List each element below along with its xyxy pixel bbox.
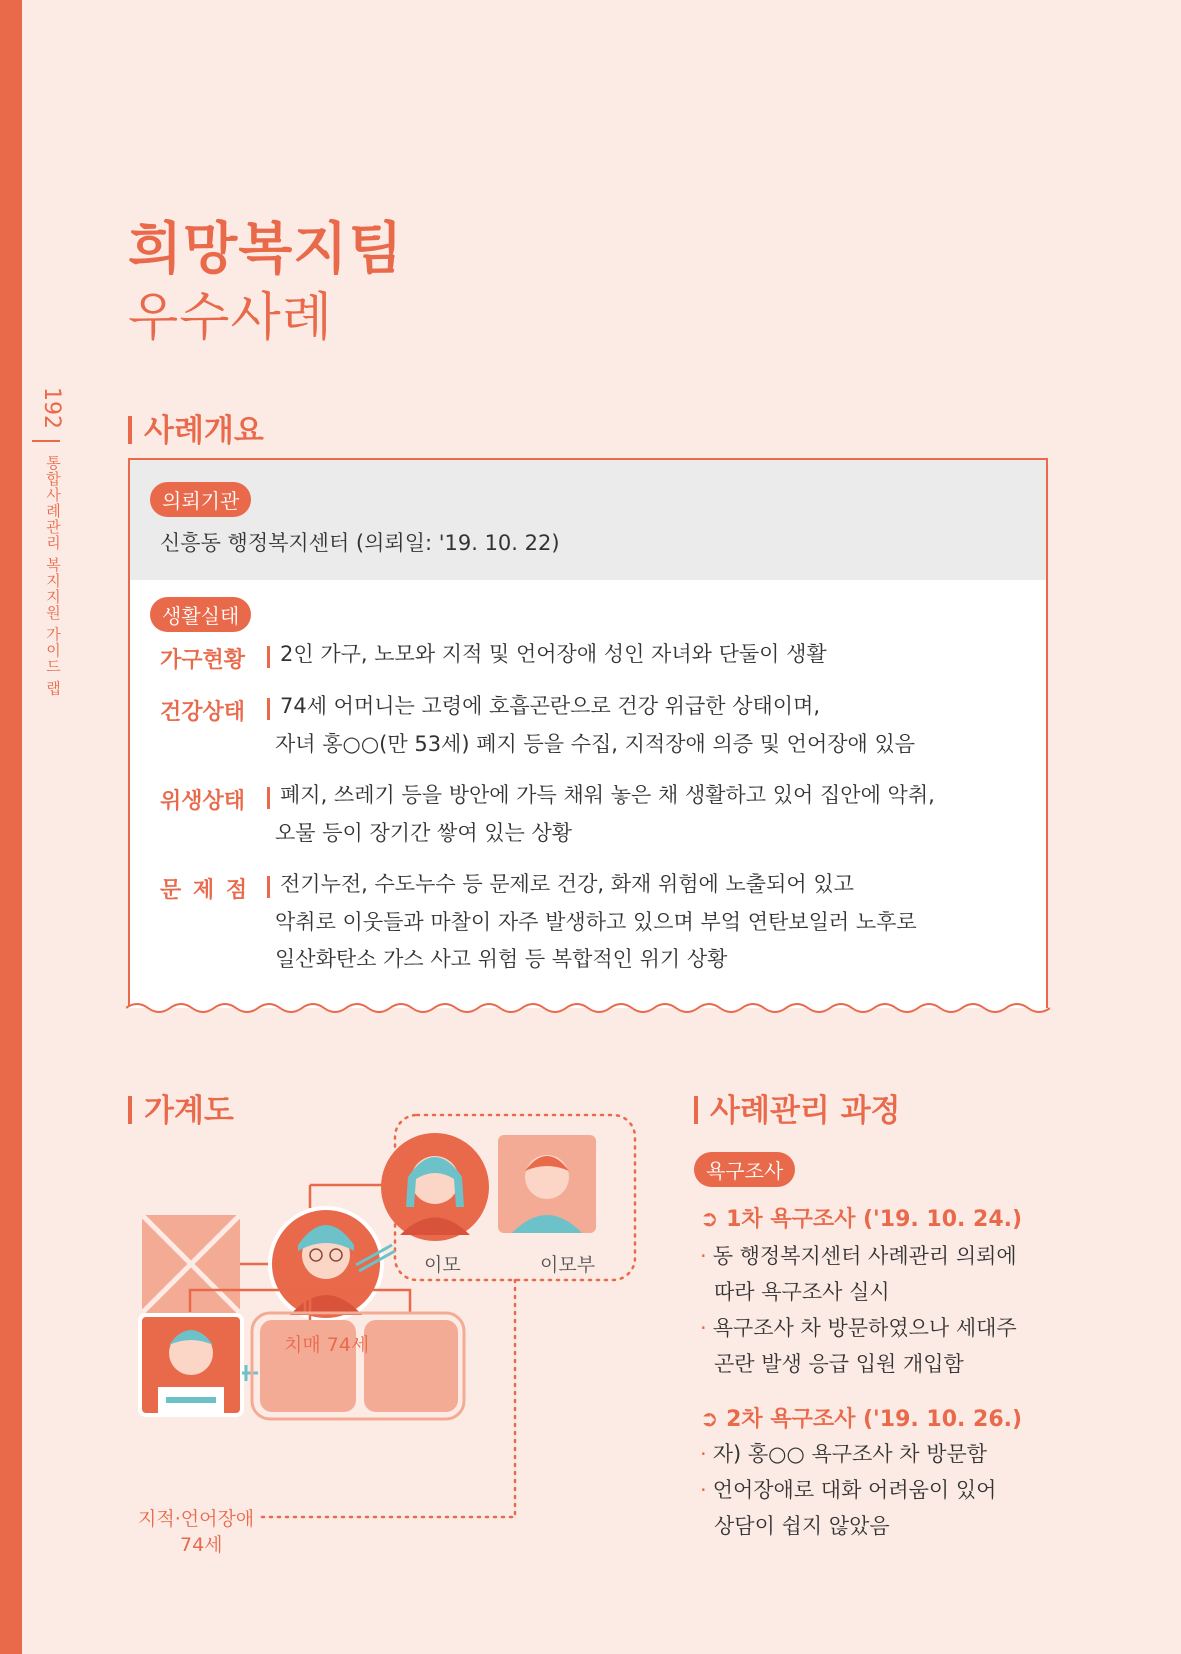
row-text-hygiene-2: 오물 등이 장기간 쌓여 있는 상황 — [275, 821, 573, 845]
sidebar-accent-bar — [0, 0, 22, 1654]
step-arrow-icon: ➲ — [700, 1207, 719, 1232]
genogram-heading: 가계도 — [128, 1085, 234, 1130]
row-text-health-1: 74세 어머니는 고령에 호흡곤란으로 건강 위급한 상태이며, — [280, 694, 821, 718]
step-2-bullet-1: · 자) 홍○○ 욕구조사 차 방문함 — [700, 1442, 988, 1466]
uncle-avatar-icon — [498, 1135, 596, 1233]
process-tag: 욕구조사 — [694, 1152, 795, 1187]
row-divider — [267, 698, 270, 720]
page-subtitle: 우수사례 — [128, 288, 333, 348]
step-1-title: 1차 욕구조사 ('19. 10. 24.) — [726, 1207, 1023, 1232]
step-2-bullet-2-cont: 상담이 쉽지 않았음 — [714, 1514, 890, 1538]
box-wavy-edge — [126, 998, 1050, 1020]
step-1-bullet-2-cont: 곤란 발생 응급 입원 개입함 — [714, 1352, 964, 1376]
row-label-health: 건강상태 — [160, 700, 246, 725]
row-text-household-1: 2인 가구, 노모와 지적 및 언어장애 성인 자녀와 단둘이 생활 — [280, 642, 827, 666]
guide-title: 통합사례관리 복지지원 가이드 랩 — [44, 455, 62, 697]
row-label-household: 가구현황 — [160, 648, 246, 673]
process-heading: 사례관리 과정 — [694, 1085, 900, 1130]
row-text-hygiene-1: 폐지, 쓰레기 등을 방안에 가득 채워 놓은 채 생활하고 있어 집안에 악취, — [280, 783, 935, 807]
requester-tag: 의뢰기관 — [150, 482, 251, 517]
step-1-heading — [700, 1202, 1022, 1233]
son-label-condition: 지적·언어장애 — [138, 1508, 255, 1530]
step-2-bullet-2: · 언어장애로 대화 어려움이 있어 — [700, 1478, 997, 1502]
overview-heading: 사례개요 — [128, 405, 264, 450]
page-number: 192 — [39, 387, 64, 429]
row-text-health-2: 자녀 홍○○(만 53세) 폐지 등을 수집, 지적장애 의증 및 언어장애 있음 — [275, 732, 916, 756]
requester-panel — [130, 460, 1046, 580]
genogram-diagram — [130, 1105, 650, 1565]
step-1-bullet-1-cont: 따라 욕구조사 실시 — [714, 1280, 890, 1304]
row-divider — [267, 787, 270, 809]
mother-avatar-icon — [270, 1208, 382, 1320]
uncle-label: 이모부 — [540, 1254, 596, 1276]
step-1-bullet-2: · 욕구조사 차 방문하였으나 세대주 — [700, 1316, 1017, 1340]
step-arrow-icon: ➲ — [700, 1407, 719, 1432]
row-text-problems-1: 전기누전, 수도누수 등 문제로 건강, 화재 위험에 노출되어 있고 — [280, 872, 854, 896]
row-label-problems: 문 제 점 — [160, 878, 250, 903]
sibling-placeholder — [364, 1320, 458, 1412]
row-label-hygiene: 위생상태 — [160, 789, 246, 814]
step-1-bullet-1: · 동 행정복지센터 사례관리 의뢰에 — [700, 1244, 1017, 1268]
son-label-age: 74세 — [180, 1534, 223, 1556]
row-divider — [267, 646, 270, 668]
row-divider — [267, 876, 270, 898]
page-number-divider — [32, 440, 60, 442]
aunt-label: 이모 — [424, 1254, 461, 1276]
aunt-avatar-icon — [381, 1133, 489, 1241]
requester-text: 신흥동 행정복지센터 (의뢰일: '19. 10. 22) — [160, 531, 560, 555]
step-2-title: 2차 욕구조사 ('19. 10. 26.) — [726, 1407, 1023, 1432]
living-tag: 생활실태 — [150, 597, 251, 632]
son-avatar-icon — [140, 1315, 242, 1415]
step-2-heading — [700, 1402, 1022, 1433]
mother-label: 치매 74세 — [284, 1334, 370, 1356]
row-text-problems-3: 일산화탄소 가스 사고 위험 등 복합적인 위기 상황 — [275, 947, 728, 971]
page-title: 희망복지팀 — [128, 217, 404, 282]
row-text-problems-2: 악취로 이웃들과 마찰이 자주 발생하고 있으며 부엌 연탄보일러 노후로 — [275, 910, 917, 934]
